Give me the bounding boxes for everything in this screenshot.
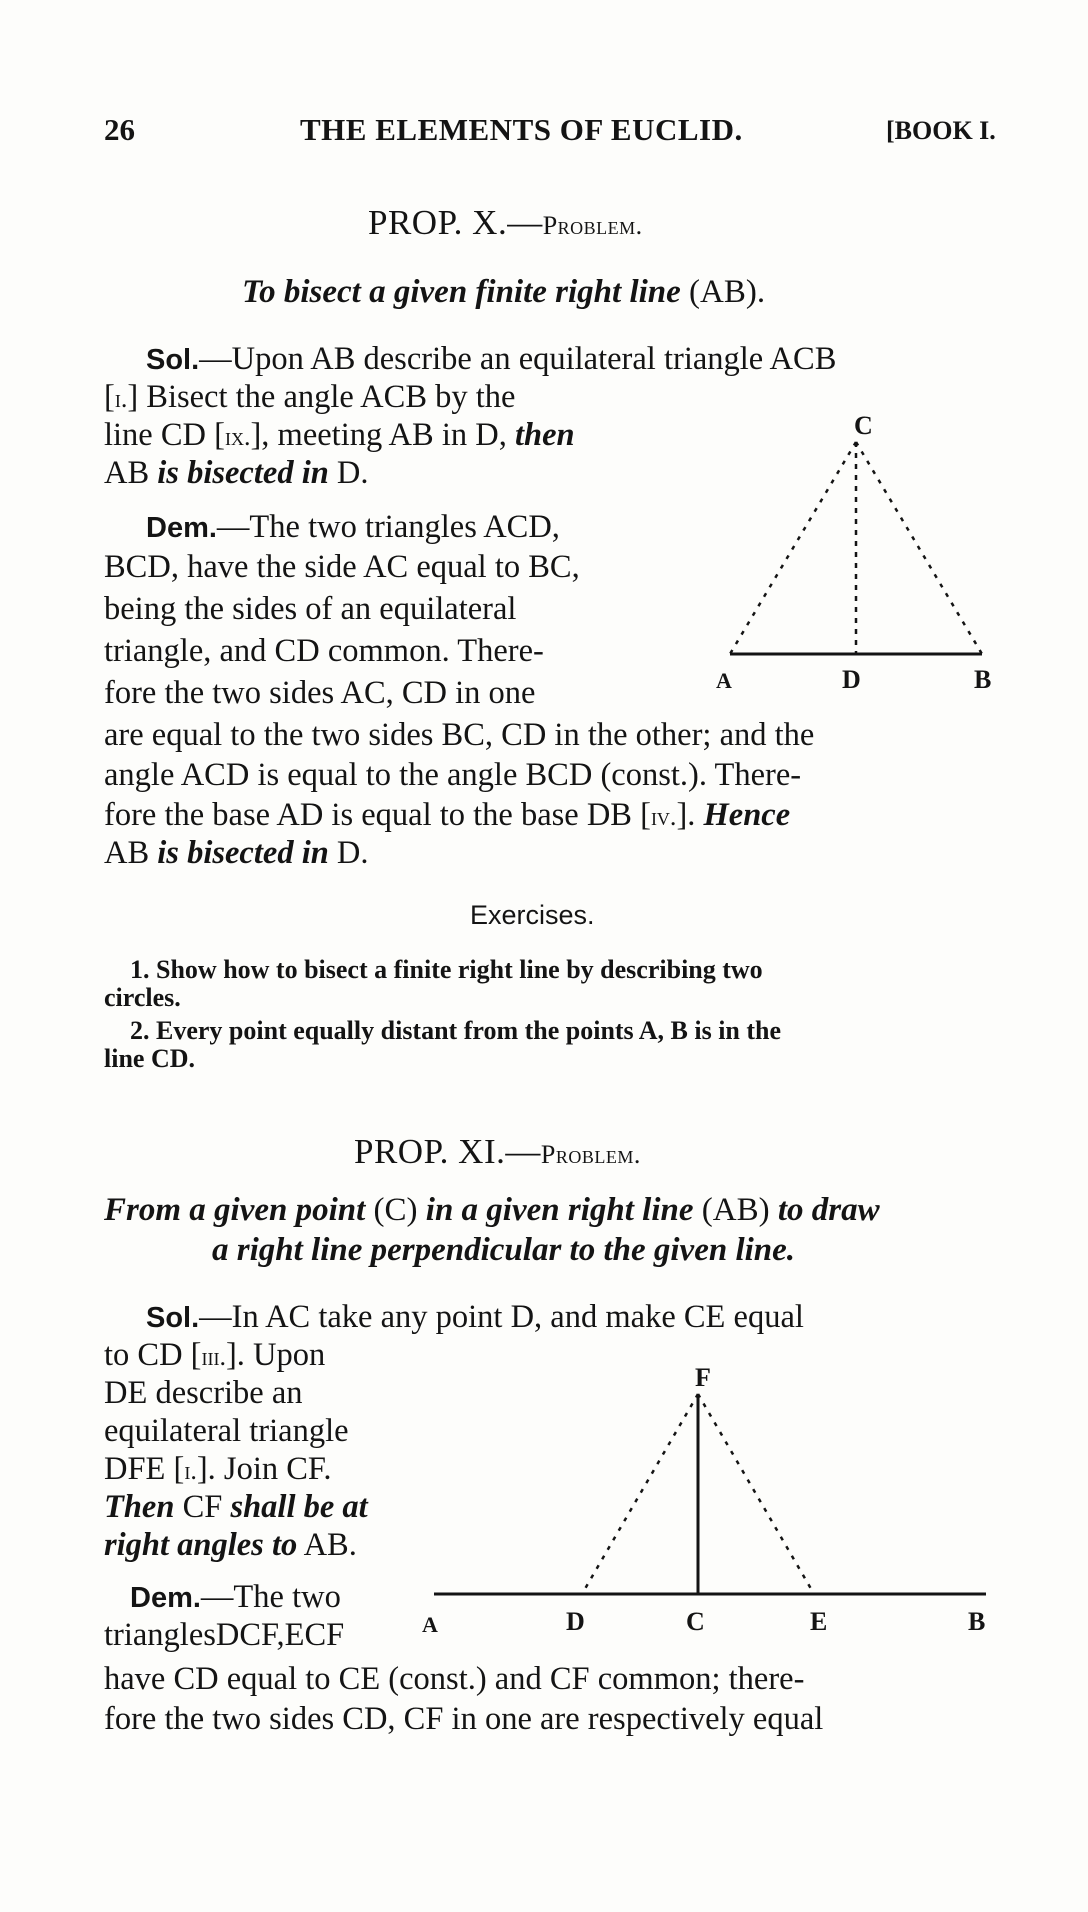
prop-10-enunciation xyxy=(242,274,765,311)
enun-upright: (C) xyxy=(365,1192,426,1228)
exercise-1-line-2: circles. xyxy=(104,983,181,1012)
prop-10-dem-line-5: fore the two sides AC, CD in one xyxy=(104,675,536,711)
fig11-label-c: C xyxy=(686,1607,705,1636)
bracket: [ xyxy=(104,379,115,415)
fig10-side-ac xyxy=(730,442,856,654)
prop-10-enunciation-line: (AB). xyxy=(680,274,766,310)
fig11-label-a: A xyxy=(422,1612,438,1637)
prop-11-dem-line-4: fore the two sides CD, CF in one are respectively equal xyxy=(104,1701,824,1737)
ref: ix. xyxy=(224,422,251,451)
ref: iii. xyxy=(201,1342,226,1371)
prop-10-dem-line-4: triangle, and CD common. There- xyxy=(104,633,544,669)
sol-text: to CD [ xyxy=(104,1337,202,1373)
prop-10-dem-line-6: are equal to the two sides BC, CD in the other; and the xyxy=(104,717,815,753)
sol-text: D. xyxy=(328,455,369,491)
sol-text: line CD [ xyxy=(104,417,225,453)
prop-11-title-main: PROP. XI.— xyxy=(354,1132,541,1171)
sol-italic: is bisected in xyxy=(157,455,329,491)
dem-text: ]. xyxy=(676,797,704,833)
fig11-side-ef xyxy=(698,1394,814,1594)
fig11-label-e: E xyxy=(810,1607,828,1636)
prop-11-title-kind: Problem. xyxy=(540,1140,641,1169)
prop-11-sol-line-3: DE describe an xyxy=(104,1375,303,1411)
prop-10-dem-line-1 xyxy=(146,508,560,547)
exercise-2-line-1: 2. Every point equally distant from the points A, B is in the xyxy=(130,1016,782,1045)
prop-10-title-kind: Problem. xyxy=(542,211,643,240)
sol-text: CF xyxy=(174,1489,231,1525)
prop-10-sol-line-1 xyxy=(146,340,836,379)
fig11-side-df xyxy=(582,1394,698,1594)
page-number: 26 xyxy=(104,112,135,147)
prop-11-figure xyxy=(420,1354,1020,1654)
ref: iv. xyxy=(650,802,677,831)
prop-10-dem-line-8 xyxy=(104,796,790,836)
fig10-label-d: D xyxy=(842,665,861,694)
sol-text: AB. xyxy=(297,1527,357,1563)
fig10-side-bc xyxy=(856,442,982,654)
prop-11-dem-line-3: have CD equal to CE (const.) and CF common; there- xyxy=(104,1661,805,1697)
sol-text: ] Bisect the angle ACB by the xyxy=(127,379,516,415)
prop-10-dem-line-2: BCD, have the side AC equal to BC, xyxy=(104,549,580,585)
exercises-heading: Exercises. xyxy=(470,900,595,930)
sol-text: DFE [ xyxy=(104,1451,185,1487)
running-title: THE ELEMENTS OF EUCLID. xyxy=(300,112,743,147)
prop-10-enunciation-text: To bisect a given finite right line xyxy=(242,274,681,310)
prop-10-title xyxy=(368,203,643,243)
sol-text: ]. Join CF. xyxy=(196,1451,332,1487)
prop-11-sol-line-6 xyxy=(104,1488,368,1526)
exercise-1-line-1: 1. Show how to bisect a finite right line by describing two xyxy=(130,955,763,984)
dem-label: Dem. xyxy=(130,1582,201,1614)
ref: i. xyxy=(114,384,128,413)
fig10-label-a: A xyxy=(716,668,732,693)
sol-text: —Upon AB describe an equilateral triangle ACB xyxy=(199,341,837,377)
fig11-label-f: F xyxy=(695,1363,711,1392)
fig11-label-d: D xyxy=(566,1607,585,1636)
enun-italic: to draw xyxy=(777,1192,880,1228)
dem-text: AB xyxy=(104,835,158,871)
dem-text: —The two xyxy=(200,1579,341,1615)
sol-label: Sol. xyxy=(146,344,200,376)
fig10-label-c: C xyxy=(854,411,873,440)
prop-10-sol-line-2 xyxy=(104,378,515,418)
sol-label: Sol. xyxy=(146,1302,200,1334)
book-label: [BOOK I. xyxy=(886,116,996,145)
prop-11-dem-line-1 xyxy=(130,1578,341,1617)
prop-10-dem-line-9 xyxy=(104,834,369,872)
prop-11-sol-line-2 xyxy=(104,1336,325,1376)
exercise-2-line-2: line CD. xyxy=(104,1044,195,1073)
fig10-label-b: B xyxy=(974,665,992,694)
prop-11-enunciation-line-1 xyxy=(104,1192,880,1229)
prop-11-sol-line-1 xyxy=(146,1298,804,1337)
dem-text: D. xyxy=(328,835,369,871)
dem-text: fore the base AD is equal to the base DB [ xyxy=(104,797,651,833)
prop-11-sol-line-5 xyxy=(104,1450,332,1490)
prop-11-enunciation-line-2: a right line perpendicular to the given line. xyxy=(212,1232,796,1268)
enun-upright: (AB) xyxy=(693,1192,778,1228)
enun-italic: in a given right line xyxy=(425,1192,694,1228)
enun-italic: From a given point xyxy=(104,1192,366,1228)
fig11-label-b: B xyxy=(968,1607,986,1636)
prop-10-figure xyxy=(716,398,1020,698)
dem-label: Dem. xyxy=(146,512,217,544)
dem-italic: is bisected in xyxy=(157,835,329,871)
prop-10-title-main: PROP. X.— xyxy=(368,203,543,242)
dem-italic: Hence xyxy=(703,797,791,833)
dem-text: —The two triangles ACD, xyxy=(216,509,560,545)
ref: i. xyxy=(184,1456,197,1485)
prop-10-dem-line-3: being the sides of an equilateral xyxy=(104,591,517,627)
sol-text: ], meeting AB in D, xyxy=(250,417,515,453)
prop-10-sol-line-3 xyxy=(104,416,575,456)
prop-10-sol-line-4 xyxy=(104,454,369,492)
sol-italic: right angles to xyxy=(104,1527,298,1563)
sol-italic: shall be at xyxy=(230,1489,368,1525)
sol-text: AB xyxy=(104,455,158,491)
prop-11-sol-line-7 xyxy=(104,1526,357,1564)
prop-10-dem-line-7: angle ACD is equal to the angle BCD (const.). There- xyxy=(104,757,802,793)
prop-11-sol-line-4: equilateral triangle xyxy=(104,1413,349,1449)
sol-italic: then xyxy=(514,417,575,453)
prop-11-dem-line-2: trianglesDCF,ECF xyxy=(104,1617,345,1653)
sol-italic: Then xyxy=(104,1489,175,1525)
sol-text: —In AC take any point D, and make CE equal xyxy=(199,1299,804,1335)
prop-11-title xyxy=(354,1132,641,1172)
sol-text: ]. Upon xyxy=(225,1337,326,1373)
